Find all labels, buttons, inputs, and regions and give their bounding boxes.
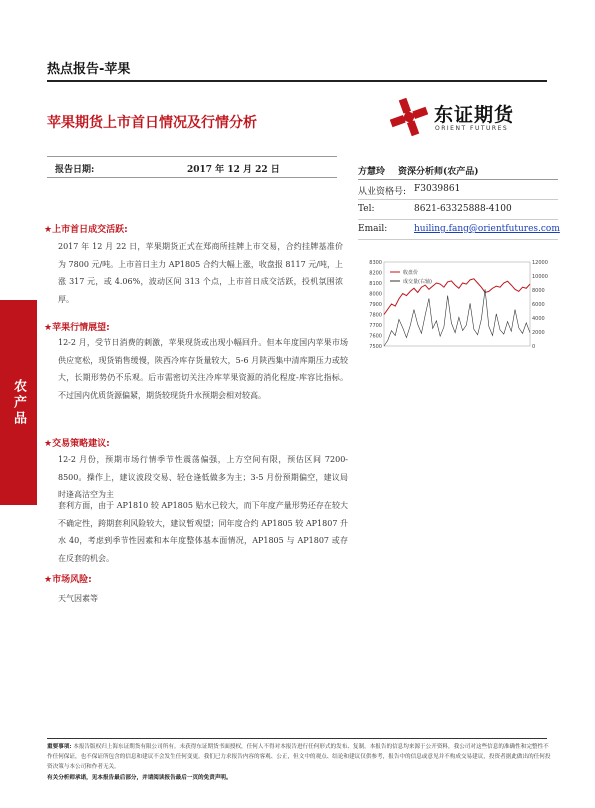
disclaimer-label: 重要事项: bbox=[47, 744, 72, 750]
y-left-tick-label: 7700 bbox=[369, 323, 382, 329]
logo-text-cn: 东证期货 bbox=[434, 104, 515, 126]
category-side-tab bbox=[0, 300, 37, 505]
tel-value: 8621-63325888-4100 bbox=[414, 204, 512, 214]
disclaimer-text: 本报告版权归上海东证期货有限公司所有。未获得东证期货书面授权，任何人不得对本报告进行任何形式的发布、复制。本报告的信息均来源于公开资料，我公司对这些信息的准确性和完整性不作任何保证，也不保证所包含的信息和建议不会发生任何变更。我们已力求报告内容的客观、公正，但文中的观点、结论和建议仅供参考，报告中的信息或意见并不构成交易建议，投资者据此做出的任何投资决策与本公司和作者无关。 bbox=[47, 744, 551, 770]
analyst-name-row bbox=[358, 160, 558, 180]
y-right-tick-label: 12000 bbox=[532, 260, 548, 266]
company-logo bbox=[390, 98, 550, 138]
license-value: F3039861 bbox=[414, 184, 461, 194]
section-paragraph: 套利方面，由于 AP1810 较 AP1805 贴水已较大，而下年度产量形势还存在较大不确定性，跨期套利风险较大，建议暂观望；同年度合约 AP1805 较 AP1807 升水 40，考虑到季节性因素和本年度整体基本面情况，AP1805 与 AP1807 或存在反套的机会。 bbox=[58, 501, 348, 563]
y-left-tick-label: 7900 bbox=[369, 302, 382, 308]
footer-rule bbox=[47, 738, 547, 739]
report-date-bar bbox=[47, 156, 337, 178]
license-label: 从业资格号: bbox=[358, 187, 407, 197]
section-heading-outlook bbox=[44, 320, 110, 333]
section-heading-risk bbox=[44, 572, 92, 585]
report-date-value: 2017 年 12 月 22 日 bbox=[187, 165, 280, 175]
report-type: 热点报告-苹果 bbox=[47, 62, 131, 77]
price-volume-chart bbox=[362, 256, 552, 352]
y-left-tick-label: 7600 bbox=[369, 333, 382, 340]
y-right-tick-label: 8000 bbox=[532, 288, 545, 294]
star-icon: ★ bbox=[44, 225, 53, 235]
y-left-tick-label: 8200 bbox=[369, 270, 382, 277]
section-heading-text: 苹果行情展望: bbox=[52, 323, 110, 333]
y-right-tick-label: 6000 bbox=[532, 302, 545, 308]
section-paragraph: 12-2 月，受节日消费的刺激，苹果现货或出现小幅回升。但本年度国内苹果市场供应宽松，现货销售缓慢，陕西冷库存货量较大，5-6 月陕西集中清库期压力或较大，长期形势仍不乐观。后市需密切关注冷库苹果资源的消化程度-库容比指标。不过国内优质货源偏紧，期货较现货升水预期会相对较高。 bbox=[58, 338, 348, 400]
y-left-tick-label: 7500 bbox=[369, 344, 382, 350]
disclaimer bbox=[47, 742, 552, 772]
section-paragraph: 12-2 月份，预期市场行情季节性震荡偏强，上方空间有限，预估区间 7200-8500。操作上，建议波段交易、轻仓逢低做多为主；3-5 月份预期偏空，建议局时逢高沽空为主 bbox=[58, 455, 348, 499]
section-heading-text: 交易策略建议: bbox=[52, 439, 110, 449]
analyst-commitment-note: 有关分析师承诺，见本报告最后部分，并请阅读报告最后一页的免责声明。 bbox=[47, 775, 232, 781]
y-left-tick-label: 7800 bbox=[369, 312, 382, 319]
category-label: 农产品 bbox=[11, 378, 26, 427]
legend-label: 收盘价 bbox=[403, 270, 419, 276]
email-label: Email: bbox=[358, 224, 388, 234]
y-right-tick-label: 0 bbox=[532, 344, 536, 350]
y-left-tick-label: 8300 bbox=[369, 260, 382, 266]
star-icon: ★ bbox=[44, 323, 53, 333]
star-icon: ★ bbox=[44, 575, 53, 585]
y-left-tick-label: 8100 bbox=[369, 281, 382, 287]
top-rule bbox=[47, 80, 547, 82]
tel-label: Tel: bbox=[358, 204, 375, 214]
y-right-tick-label: 4000 bbox=[532, 316, 545, 322]
analyst-tel-row bbox=[358, 200, 558, 220]
star-icon: ★ bbox=[44, 439, 53, 449]
section-paragraph: 天气因素等 bbox=[58, 594, 98, 603]
analyst-info bbox=[358, 160, 558, 240]
section-paragraph: 2017 年 12 月 22 日，苹果期货正式在郑商所挂牌上市交易，合约挂牌基准价为 7800 元/吨。上市首日主力 AP1805 合约大幅上涨，收盘报 8117 元/吨，上涨 317 元，或 4.06%，波动区间 313 个点，上市首日成交活跃，投机氛围浓厚。 bbox=[58, 242, 343, 304]
analyst-license-row bbox=[358, 180, 558, 200]
analyst-email-row bbox=[358, 220, 558, 240]
analyst-title: 资深分析师(农产品) bbox=[398, 167, 479, 177]
y-right-tick-label: 2000 bbox=[532, 330, 545, 336]
legend-label: 成交量(右轴) bbox=[403, 279, 432, 285]
page-title: 苹果期货上市首日情况及行情分析 bbox=[47, 115, 257, 131]
series-line-volume bbox=[384, 289, 530, 346]
logo-text-en: ORIENT FUTURES bbox=[435, 125, 509, 132]
section-heading-text: 市场风险: bbox=[52, 575, 92, 585]
section-heading-text: 上市首日成交活跃: bbox=[52, 225, 128, 235]
analyst-name: 方慧玲 bbox=[358, 167, 386, 177]
y-left-tick-label: 8000 bbox=[369, 291, 382, 298]
email-link[interactable]: huiling.fang@orientfutures.com bbox=[414, 224, 560, 234]
y-right-tick-label: 10000 bbox=[532, 274, 548, 280]
section-heading-first-day bbox=[44, 222, 128, 235]
section-heading-strategy bbox=[44, 436, 110, 449]
logo-mark-icon bbox=[390, 98, 428, 136]
report-date-label: 报告日期: bbox=[55, 165, 95, 175]
